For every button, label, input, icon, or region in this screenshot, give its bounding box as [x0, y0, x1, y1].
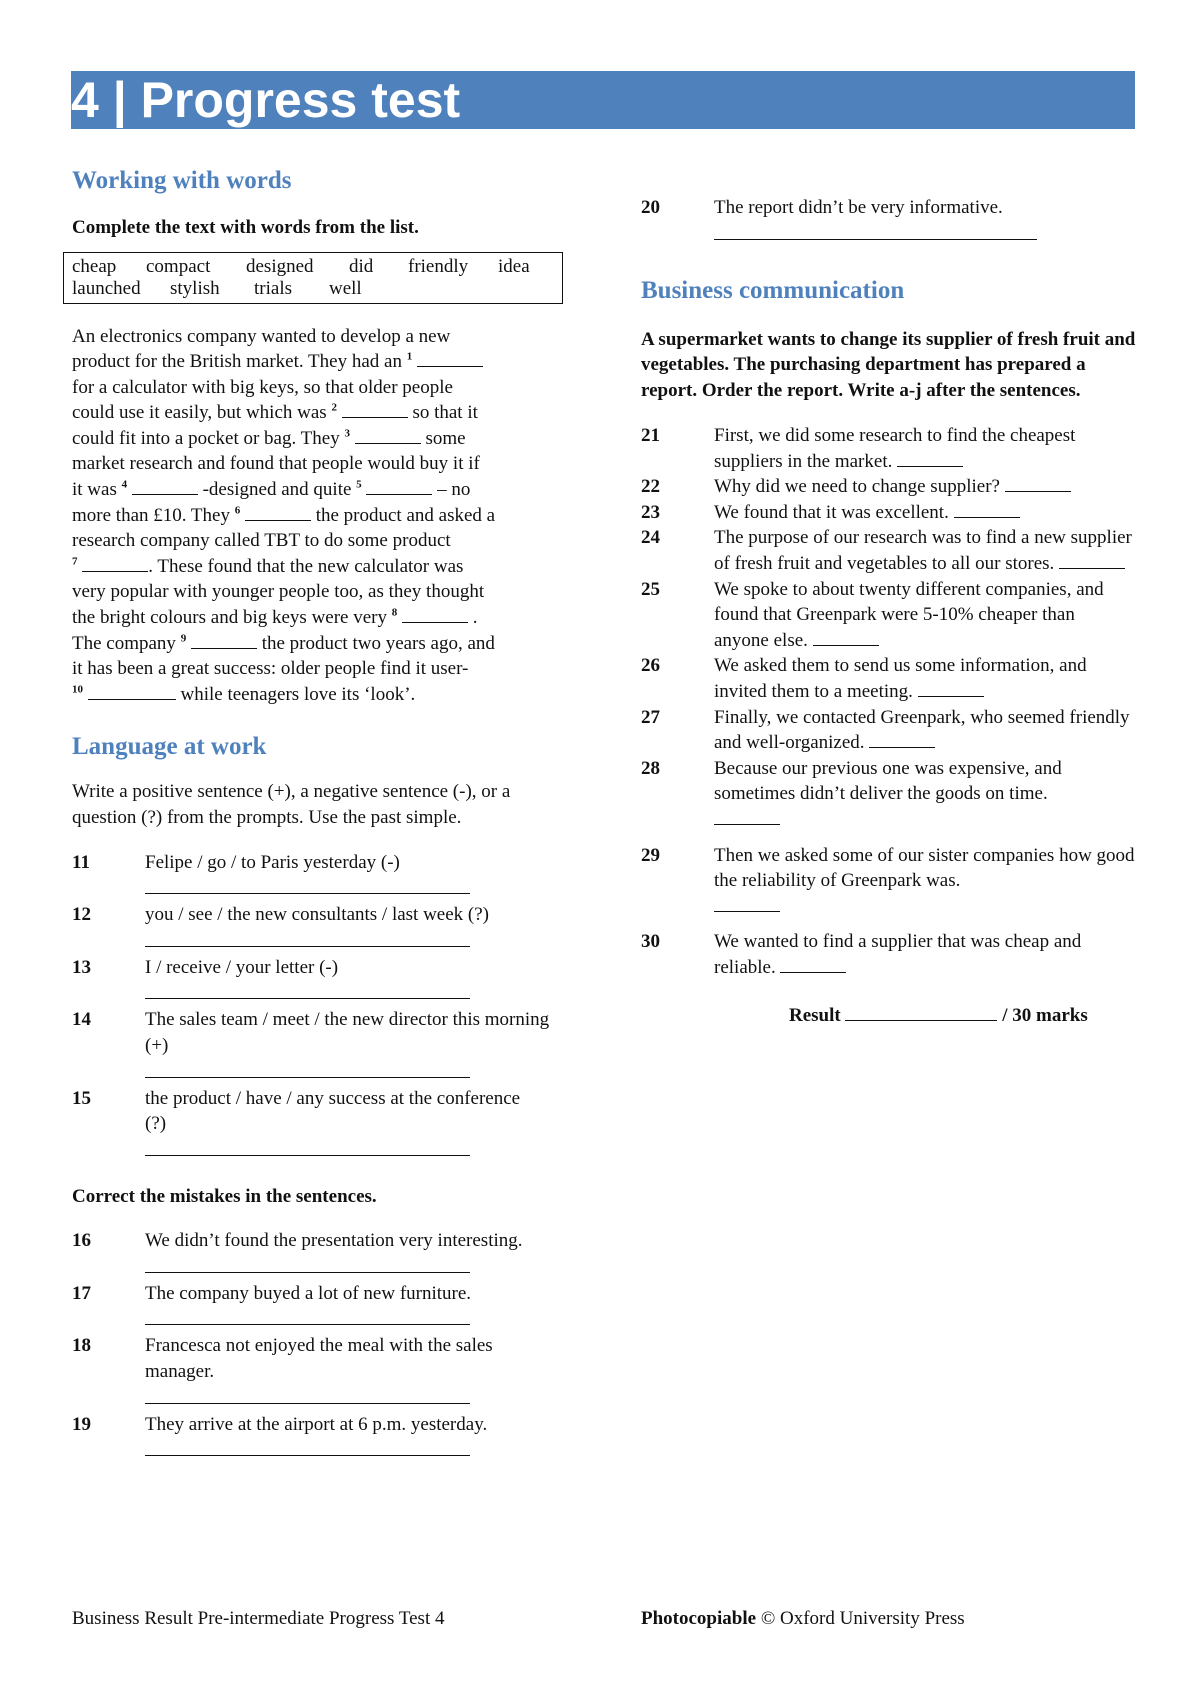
footer-copyright: © Oxford University Press — [756, 1608, 965, 1629]
word-well: well — [329, 277, 362, 299]
gap-blank[interactable] — [245, 505, 311, 521]
result-blank[interactable] — [845, 1005, 997, 1021]
answer-blank[interactable] — [780, 957, 846, 973]
gap-number: 3 — [344, 427, 350, 440]
gap-number: 4 — [121, 478, 128, 491]
order-item — [641, 500, 1154, 526]
result-suffix: / 30 marks — [1002, 1004, 1088, 1026]
question-prompt: The company buyed a lot of new furniture. — [145, 1282, 472, 1304]
order-sentence: Finally, we contacted Greenpark, who seemed friendly and well-organized. — [714, 706, 1130, 754]
answer-blank[interactable] — [918, 681, 984, 697]
footer-photocopiable: Photocopiable — [641, 1608, 757, 1629]
question-number: 24 — [641, 527, 660, 549]
question-number: 20 — [641, 197, 660, 218]
order-item — [641, 474, 1154, 500]
text-line: it has been a great success: older people find it user- — [72, 658, 469, 680]
answer-line[interactable] — [145, 1254, 470, 1273]
text-line: it was $^4$ -designed and quite $^5$ – no — [72, 478, 471, 501]
order-sentence: The purpose of our research was to find a new supplier of fresh fruit and vegetables to all our stores. — [714, 527, 1132, 575]
question-number: 12 — [72, 904, 91, 926]
title-banner — [71, 71, 1135, 129]
order-item — [641, 577, 1132, 654]
order-item — [641, 929, 1142, 980]
result-line — [641, 1003, 1141, 1029]
word-cheap: cheap — [72, 255, 117, 277]
answer-line[interactable] — [145, 1385, 470, 1404]
text-line: for a calculator with big keys, so that older people — [72, 376, 453, 398]
text-line: the bright colours and big keys were very $^8$ . — [72, 606, 478, 629]
section-heading-language-at-work: Language at work — [72, 733, 267, 761]
text-line: more than £10. They $^6$ the product and asked a — [72, 504, 496, 526]
gap-number: 1 — [406, 350, 413, 363]
word-list-box — [63, 252, 563, 304]
section-heading-working-with-words: Working with words — [72, 167, 292, 194]
question-number: 16 — [72, 1230, 91, 1252]
word-stylish: stylish — [170, 277, 220, 299]
answer-line[interactable] — [145, 1137, 470, 1156]
language-at-work-instruction: Write a positive sentence (+), a negative sentence (-), or a question (?) from the prompts. Use the past simple. — [72, 781, 511, 828]
question-number: 26 — [641, 655, 660, 677]
gap-number: 6 — [234, 504, 241, 517]
correct-mistakes-instruction: Correct the mistakes in the sentences. — [72, 1185, 377, 1207]
order-sentence: First, we did some research to find the cheapest suppliers in the market. — [714, 425, 1076, 472]
word-launched: launched — [72, 277, 141, 299]
question-prompt: Francesca not enjoyed the meal with the sales manager. — [145, 1335, 493, 1383]
gap-number: 7 — [72, 555, 78, 568]
question-prompt: The report didn’t be very informative. — [714, 197, 1003, 218]
answer-blank[interactable] — [714, 809, 780, 825]
gap-blank[interactable] — [132, 479, 198, 495]
question-number: 28 — [641, 757, 660, 779]
question-item — [72, 1412, 585, 1457]
question-item — [72, 1281, 585, 1326]
question-number: 25 — [641, 578, 660, 600]
question-number: 11 — [72, 851, 90, 873]
answer-line[interactable] — [145, 1306, 470, 1325]
question-prompt: Felipe / go / to Paris yesterday (-) — [145, 851, 400, 873]
section-heading-business-communication: Business communication — [641, 276, 905, 304]
gap-blank[interactable] — [417, 351, 483, 367]
order-item — [641, 525, 1142, 576]
word-compact: compact — [146, 255, 211, 277]
answer-blank[interactable] — [813, 630, 879, 646]
answer-line[interactable] — [714, 221, 1037, 240]
text-line: The company $^9$ the product two years ago, and — [72, 632, 495, 654]
order-sentence: We asked them to send us some information, and invited them to a meeting. — [714, 655, 1087, 703]
gap-number: 5 — [356, 478, 362, 491]
right-column — [641, 195, 1141, 1028]
text-line: An electronics company wanted to develop a new — [72, 325, 451, 347]
page-title: 4 | Progress test — [71, 72, 461, 128]
gap-number: 2 — [331, 401, 337, 414]
question-number: 18 — [72, 1335, 91, 1357]
answer-blank[interactable] — [897, 451, 963, 467]
question-item — [72, 1086, 545, 1156]
text-line: could fit into a pocket or bag. They $^3$ some — [72, 427, 466, 449]
text-line: very popular with younger people too, as they thought — [72, 581, 485, 603]
question-item — [72, 902, 585, 947]
gap-number: 8 — [391, 606, 398, 619]
answer-line[interactable] — [145, 875, 470, 894]
question-item — [72, 1333, 565, 1403]
question-number: 13 — [72, 956, 91, 978]
text-line: $^{10}$ while teenagers love its ‘look’. — [72, 683, 416, 705]
word-trials: trials — [254, 277, 292, 299]
gap-blank[interactable] — [366, 479, 432, 495]
text-line: research company called TBT to do some product — [72, 530, 451, 552]
question-number: 30 — [641, 931, 660, 953]
order-item — [641, 843, 1142, 920]
question-prompt: you / see / the new consultants / last week (?) — [145, 904, 490, 926]
word-designed: designed — [246, 255, 314, 277]
answer-blank[interactable] — [1005, 476, 1071, 492]
question-number: 23 — [641, 501, 660, 523]
gap-number: 9 — [180, 632, 187, 645]
word-friendly: friendly — [408, 255, 469, 277]
question-number: 15 — [72, 1087, 91, 1109]
order-item — [641, 653, 1142, 704]
gap-blank[interactable] — [355, 428, 421, 444]
order-sentence: We wanted to find a supplier that was cheap and reliable. — [714, 931, 1082, 978]
gap-blank[interactable] — [82, 556, 148, 572]
gap-blank[interactable] — [402, 607, 468, 623]
gap-blank[interactable] — [88, 684, 176, 700]
question-number: 14 — [72, 1009, 91, 1031]
answer-line[interactable] — [145, 1437, 470, 1456]
question-number: 29 — [641, 844, 660, 866]
text-line: product for the British market. They had an $^1$ — [72, 349, 577, 375]
business-communication-instruction: A supermarket wants to change its supplier of fresh fruit and vegetables. The purchasing department has prepared a report. Order the report. Write a-j after the sentences. — [641, 328, 1136, 401]
question-prompt: They arrive at the airport at 6 p.m. yesterday. — [145, 1413, 488, 1435]
question-number: 22 — [641, 476, 660, 498]
result-label: Result — [789, 1004, 841, 1026]
order-item — [641, 756, 1142, 833]
answer-blank[interactable] — [1059, 553, 1125, 569]
gap-blank[interactable] — [191, 633, 257, 649]
text-line: could use it easily, but which was $^2$ so that it — [72, 401, 478, 424]
question-prompt: We didn’t found the presentation very interesting. — [145, 1230, 523, 1252]
footer-right — [641, 1607, 965, 1631]
answer-line[interactable] — [145, 980, 470, 999]
working-with-words-instruction: Complete the text with words from the list. — [72, 217, 419, 238]
answer-blank[interactable] — [714, 896, 780, 912]
order-sentence: Why did we need to change supplier? — [714, 476, 1000, 498]
text-line: market research and found that people would buy it if — [72, 453, 480, 475]
question-number: 19 — [72, 1413, 91, 1435]
question-item — [72, 1228, 565, 1273]
question-item — [72, 955, 565, 1000]
cloze-text — [72, 324, 577, 708]
question-prompt: the product / have / any success at the conference (?) — [145, 1087, 521, 1135]
question-number: 17 — [72, 1282, 91, 1304]
question-prompt: The sales team / meet / the new director this morning (+) — [145, 1009, 550, 1056]
footer-left: Business Result Pre-intermediate Progress Test 4 — [72, 1608, 445, 1629]
question-item — [72, 1007, 575, 1077]
text-line: $^7$ . These found that the new calculator was — [72, 555, 464, 577]
order-item — [641, 705, 1142, 756]
answer-line[interactable] — [145, 928, 470, 947]
question-prompt: I / receive / your letter (-) — [145, 956, 339, 978]
order-sentence: We spoke to about twenty different companies, and found that Greenpark were 5-10% cheaper than anyone else. — [714, 578, 1104, 651]
gap-blank[interactable] — [342, 402, 408, 418]
gap-number: 10 — [72, 683, 83, 696]
left-column — [72, 165, 577, 1456]
question-number: 21 — [641, 425, 660, 447]
answer-blank[interactable] — [954, 502, 1020, 518]
order-item — [641, 423, 1134, 474]
word-did: did — [349, 255, 374, 277]
answer-line[interactable] — [145, 1059, 470, 1078]
order-sentence: Because our previous one was expensive, and sometimes didn’t deliver the goods on time. — [714, 757, 1062, 805]
question-number: 27 — [641, 706, 660, 728]
question-item — [72, 850, 565, 895]
answer-blank[interactable] — [869, 732, 935, 748]
order-sentence: Then we asked some of our sister companies how good the reliability of Greenpark was. — [714, 844, 1135, 892]
word-idea: idea — [498, 255, 530, 277]
order-sentence: We found that it was excellent. — [714, 501, 949, 523]
question-item — [641, 195, 1134, 240]
